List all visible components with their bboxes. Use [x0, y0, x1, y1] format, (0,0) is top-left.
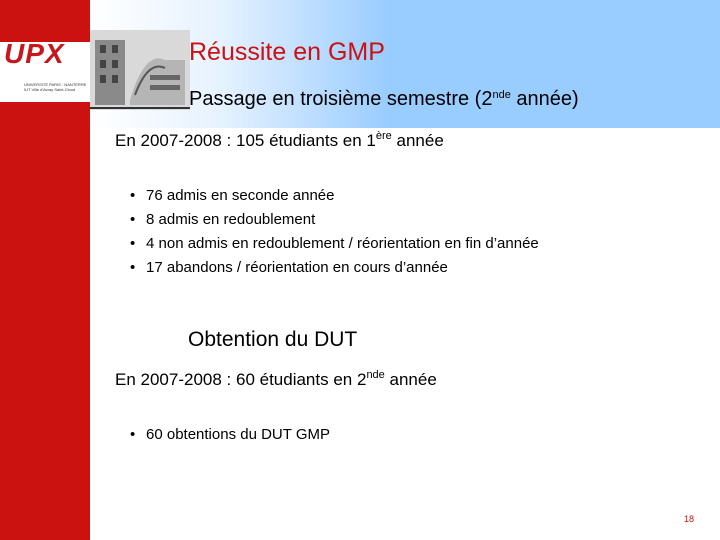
- list-item-text: 4 non admis en redoublement / réorientation en fin d’année: [146, 235, 539, 252]
- bullet-icon: •: [130, 187, 136, 204]
- section1-heading-text: En 2007-2008 : 105 étudiants en 1: [115, 131, 376, 150]
- logo-caption-line: IUT Ville d'Avray Saint-Cloud: [24, 87, 76, 92]
- building-photo-image: [90, 30, 190, 110]
- bullet-icon: •: [130, 426, 136, 443]
- list-item: [130, 184, 539, 208]
- logo-caption: [24, 82, 94, 92]
- slide-title: Réussite en GMP: [189, 38, 385, 66]
- bullet-icon: •: [130, 211, 136, 228]
- section2-bullet-list: [130, 423, 330, 447]
- list-item: [130, 256, 539, 280]
- section1-bullet-list: [130, 184, 539, 280]
- section2-heading-end: année: [384, 370, 437, 389]
- list-item-text: 76 admis en seconde année: [146, 187, 335, 204]
- list-item: [130, 208, 539, 232]
- subtitle-end: année): [510, 88, 579, 110]
- university-logo: [0, 0, 190, 112]
- list-item-text: 60 obtentions du DUT GMP: [146, 426, 330, 443]
- bullet-icon: •: [130, 259, 136, 276]
- bullet-icon: •: [130, 235, 136, 252]
- section1-heading-end: année: [391, 131, 444, 150]
- section1-heading-superscript: ère: [375, 130, 392, 142]
- subtitle-superscript: nde: [492, 89, 511, 101]
- section2-heading-superscript: nde: [366, 369, 385, 381]
- page-number: 18: [684, 514, 695, 524]
- list-item-text: 17 abandons / réorientation en cours d’année: [146, 259, 448, 276]
- section1-heading: [115, 131, 444, 151]
- slide-subtitle: [189, 88, 579, 111]
- list-item: [130, 232, 539, 256]
- section2-title: Obtention du DUT: [188, 328, 358, 351]
- subtitle-text: Passage en troisième semestre (2: [189, 88, 493, 110]
- logo-caption-line: UNIVERSITÉ PARIS · NANTERRE: [24, 82, 87, 87]
- section2-heading: [115, 370, 437, 390]
- section2-heading-text: En 2007-2008 : 60 étudiants en 2: [115, 370, 367, 389]
- list-item: [130, 423, 330, 447]
- logo-letters: UPX: [4, 38, 65, 69]
- list-item-text: 8 admis en redoublement: [146, 211, 316, 228]
